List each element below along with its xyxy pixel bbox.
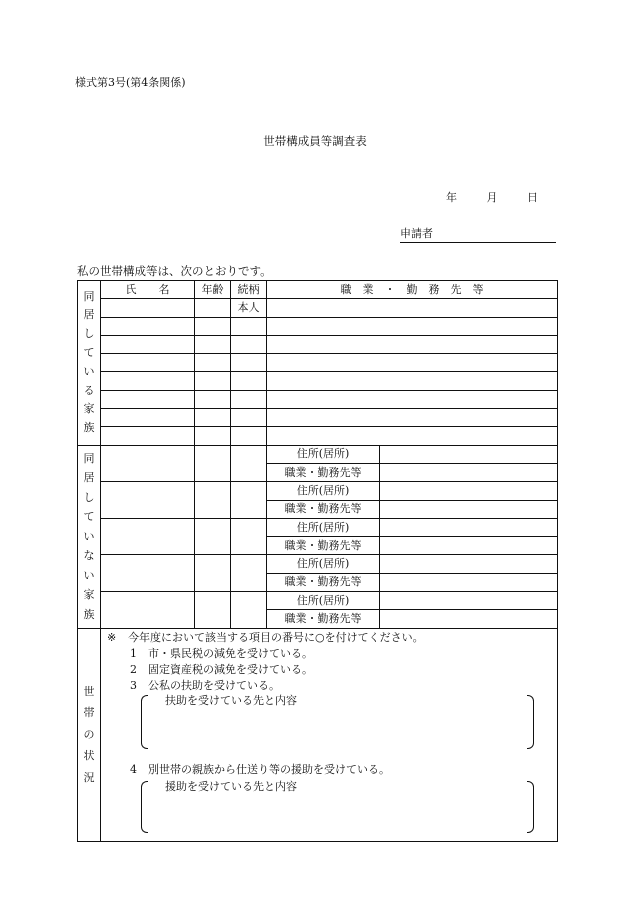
relation-cell[interactable]: [231, 445, 267, 482]
name-cell[interactable]: [101, 445, 195, 482]
household-table: [77, 280, 558, 842]
table-row: [78, 409, 558, 427]
workplace-label: 職業・勤務先等: [267, 500, 380, 518]
table-row: [78, 372, 558, 390]
table-row: [78, 555, 558, 573]
address-label: 住所(居所): [267, 482, 380, 500]
workplace-cell[interactable]: [380, 573, 558, 591]
age-cell[interactable]: [195, 445, 231, 482]
name-cell[interactable]: [101, 555, 195, 592]
cohabiting-family-label: 同居している家族: [78, 281, 101, 446]
age-cell[interactable]: [195, 335, 231, 353]
table-row: [78, 518, 558, 536]
header-name: 氏 名: [101, 281, 195, 299]
occupation-cell[interactable]: [267, 390, 558, 408]
box3-left-bracket: [141, 695, 148, 749]
document-title: 世帯構成員等調査表: [263, 134, 367, 148]
name-cell[interactable]: [101, 518, 195, 555]
table-row: [78, 445, 558, 463]
table-row: [78, 390, 558, 408]
age-cell[interactable]: [195, 317, 231, 335]
status-note: 今年度において該当する項目の番号に○を付けてください。: [128, 630, 424, 644]
workplace-cell[interactable]: [380, 463, 558, 481]
age-cell[interactable]: [195, 299, 231, 317]
relation-cell[interactable]: [231, 409, 267, 427]
address-cell[interactable]: [380, 518, 558, 536]
name-cell[interactable]: [101, 482, 195, 519]
table-row: [78, 354, 558, 372]
table-row: [78, 427, 558, 445]
item-2-number[interactable]: 2: [130, 662, 137, 676]
note-mark: ※: [107, 630, 117, 644]
name-cell[interactable]: [101, 427, 195, 445]
form-code: 様式第3号(第4条関係): [75, 76, 186, 89]
address-cell[interactable]: [380, 592, 558, 610]
item-3-number[interactable]: 3: [130, 678, 137, 692]
name-cell[interactable]: [101, 390, 195, 408]
date-day-label: 日: [527, 191, 538, 204]
non-cohabiting-family-label: 同居していない家族: [78, 445, 101, 628]
workplace-label: 職業・勤務先等: [267, 537, 380, 555]
box3-label: 扶助を受けている先と内容: [165, 693, 297, 707]
age-cell[interactable]: [195, 390, 231, 408]
name-cell[interactable]: [101, 409, 195, 427]
relation-cell[interactable]: [231, 390, 267, 408]
relation-cell[interactable]: [231, 482, 267, 519]
intro-text: 私の世帯構成等は、次のとおりです。: [77, 264, 272, 278]
workplace-label: 職業・勤務先等: [267, 573, 380, 591]
box4-label: 援助を受けている先と内容: [165, 779, 297, 793]
item-4-number[interactable]: 4: [130, 762, 137, 776]
table-header-row: [78, 281, 558, 299]
box3-right-bracket: [527, 695, 534, 749]
box4-right-bracket: [527, 781, 534, 833]
address-cell[interactable]: [380, 445, 558, 463]
household-status-cell: [101, 628, 558, 841]
occupation-cell[interactable]: [267, 335, 558, 353]
workplace-cell[interactable]: [380, 500, 558, 518]
name-cell[interactable]: [101, 354, 195, 372]
relation-cell[interactable]: [231, 518, 267, 555]
header-occupation: 職 業 ・ 勤 務 先 等: [267, 281, 558, 299]
age-cell[interactable]: [195, 482, 231, 519]
age-cell[interactable]: [195, 372, 231, 390]
address-cell[interactable]: [380, 482, 558, 500]
table-row: [78, 592, 558, 610]
relation-cell[interactable]: [231, 372, 267, 390]
date-month-label: 月: [486, 191, 498, 204]
name-cell[interactable]: [101, 299, 195, 317]
date-row: [446, 189, 538, 205]
address-label: 住所(居所): [267, 592, 380, 610]
applicant-label: 申請者: [400, 227, 433, 240]
relation-cell[interactable]: [231, 335, 267, 353]
age-cell[interactable]: [195, 409, 231, 427]
name-cell[interactable]: [101, 335, 195, 353]
address-label: 住所(居所): [267, 555, 380, 573]
applicant-field[interactable]: [400, 225, 556, 243]
age-cell[interactable]: [195, 354, 231, 372]
age-cell[interactable]: [195, 592, 231, 629]
relation-cell[interactable]: [231, 317, 267, 335]
relation-cell[interactable]: 本人: [231, 299, 267, 317]
item-4-text: 別世帯の親族から仕送り等の援助を受けている。: [148, 762, 390, 776]
occupation-cell[interactable]: [267, 427, 558, 445]
workplace-cell[interactable]: [380, 610, 558, 628]
age-cell[interactable]: [195, 427, 231, 445]
address-label: 住所(居所): [267, 445, 380, 463]
item-2-text: 固定資産税の減免を受けている。: [148, 662, 313, 676]
header-relation: 続柄: [231, 281, 267, 299]
age-cell[interactable]: [195, 518, 231, 555]
item-1-text: 市・県民税の減免を受けている。: [148, 646, 313, 660]
address-cell[interactable]: [380, 555, 558, 573]
table-row: [78, 482, 558, 500]
name-cell[interactable]: [101, 372, 195, 390]
name-cell[interactable]: [101, 317, 195, 335]
workplace-label: 職業・勤務先等: [267, 610, 380, 628]
occupation-cell[interactable]: [267, 317, 558, 335]
table-row: [78, 317, 558, 335]
workplace-label: 職業・勤務先等: [267, 463, 380, 481]
occupation-cell[interactable]: [267, 299, 558, 317]
relation-cell[interactable]: [231, 427, 267, 445]
box4-input[interactable]: [151, 797, 521, 829]
relation-cell[interactable]: [231, 592, 267, 629]
table-row: [78, 299, 558, 317]
household-status-label: 世帯の状況: [78, 628, 101, 841]
item-3-text: 公私の扶助を受けている。: [148, 678, 280, 692]
address-label: 住所(居所): [267, 518, 380, 536]
relation-cell[interactable]: [231, 354, 267, 372]
workplace-cell[interactable]: [380, 537, 558, 555]
occupation-cell[interactable]: [267, 409, 558, 427]
box3-input[interactable]: [151, 711, 521, 745]
age-cell[interactable]: [195, 555, 231, 592]
item-1-number[interactable]: 1: [130, 646, 137, 660]
relation-cell[interactable]: [231, 555, 267, 592]
status-row: [78, 628, 558, 841]
box4-left-bracket: [141, 781, 148, 833]
date-year-label: 年: [446, 191, 457, 204]
header-age: 年齢: [195, 281, 231, 299]
occupation-cell[interactable]: [267, 354, 558, 372]
table-row: [78, 335, 558, 353]
occupation-cell[interactable]: [267, 372, 558, 390]
name-cell[interactable]: [101, 592, 195, 629]
